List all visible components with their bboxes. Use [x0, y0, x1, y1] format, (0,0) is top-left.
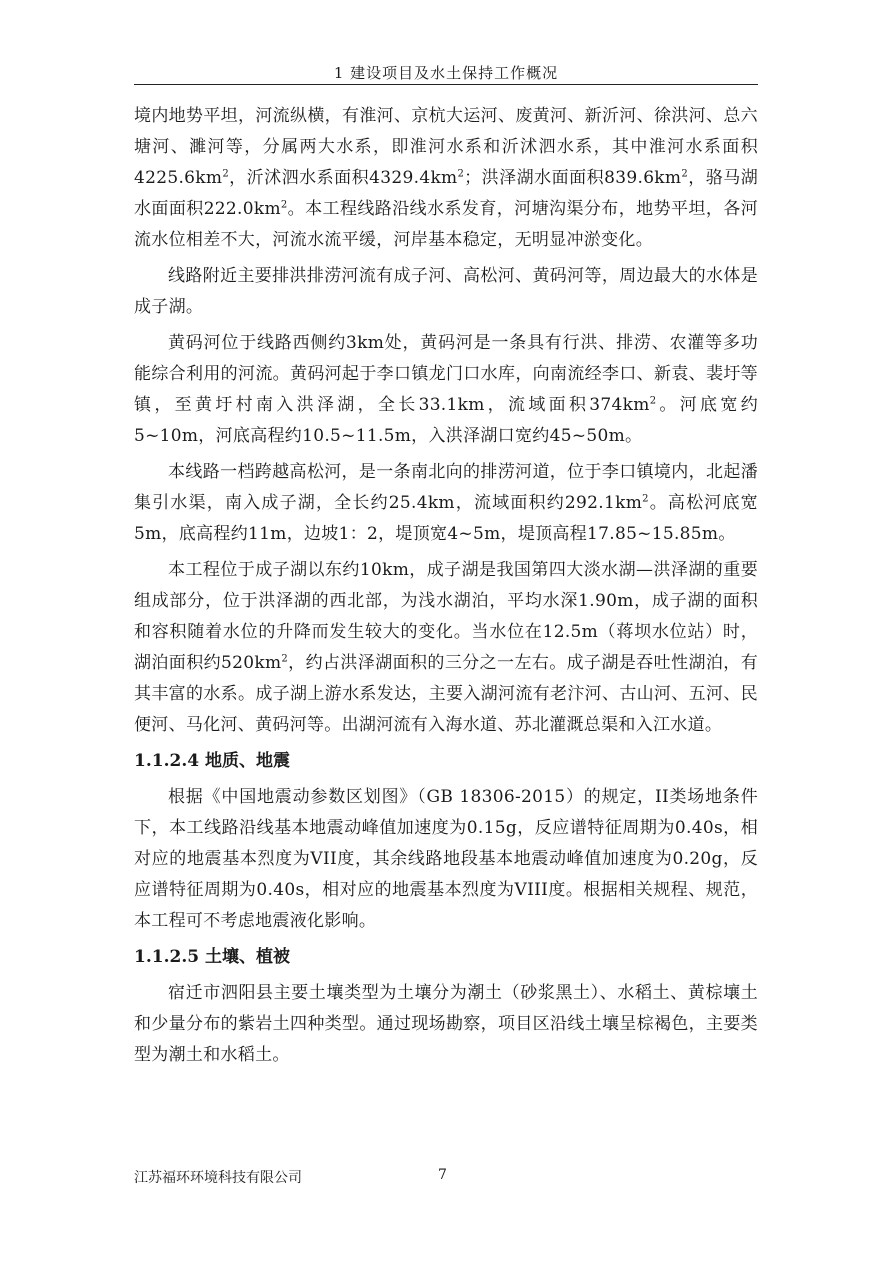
- document-body: [134, 101, 758, 1071]
- text-segment: 。高松河底宽5m，底高程约11m，边坡1：2，堤顶宽4~5m，堤顶高程17.85~15.85m。: [134, 493, 758, 544]
- paragraph-seismic: 根据《中国地震动参数区划图》（GB 18306-2015）的规定，II类场地条件下，本工线路沿线基本地震动峰值加速度为0.15g，反应谱特征周期为0.40s，相对应的地震基本烈度为VII度，其余线路地段基本地震动峰值加速度为0.20g，反应谱特征周期为0.40s，相对应的地震基本烈度为VIII度。根据相关规程、规范，本工程可不考虑地震液化影响。: [134, 787, 758, 931]
- paragraph-soil: 宿迁市泗阳县主要土壤类型为土壤分为潮土（砂浆黑土）、水稻土、黄棕壤土和少量分布的紫岩土四种类型。通过现场勘察，项目区沿线土壤呈棕褐色，主要类型为潮土和水稻土。: [134, 983, 758, 1065]
- paragraph-chengzi-lake: [134, 555, 758, 741]
- page-header: 1 建设项目及水土保持工作概况: [333, 64, 559, 82]
- superscript: 2: [681, 168, 688, 180]
- text-segment: ，约占洪泽湖面积的三分之一左右。成子湖是吞吐性湖泊，有其丰富的水系。成子湖上游水系发达，主要入湖河流有老汴河、古山河、五河、民便河、马化河、黄码河等。出湖河流有入海水道、苏北灌溉总渠和入江水道。: [134, 653, 758, 735]
- superscript: 2: [649, 395, 657, 407]
- superscript: 2: [280, 199, 288, 211]
- superscript: 2: [642, 493, 649, 505]
- superscript: 2: [281, 653, 289, 665]
- section-heading-soil: 1.1.2.5 土壤、植被: [134, 947, 290, 967]
- text-segment: ；洪泽湖水面面积839.6km: [464, 168, 682, 188]
- text-segment: ，骆马湖水面面积222.0km: [134, 168, 758, 219]
- text-segment: 本线路一档跨越高松河，是一条南北向的排涝河道，位于李口镇境内，北起潘集引水渠，南入成子湖，全长约25.4km，流域面积约292.1km: [134, 462, 758, 513]
- superscript: 2: [222, 168, 229, 180]
- paragraph-water-systems: [134, 101, 758, 256]
- superscript: 2: [457, 168, 465, 180]
- footer-company: 江苏福环环境科技有限公司: [134, 1170, 302, 1186]
- paragraph-huangma-river: [134, 328, 758, 452]
- text-segment: 本工程位于成子湖以东约10km，成子湖是我国第四大淡水湖—洪泽湖的重要组成部分，位于洪泽湖的西北部，为浅水湖泊，平均水深1.90m，成子湖的面积和容积随着水位的升降而发生较大的变化。当水位在12.5m（蒋坝水位站）时，湖泊面积约520km: [134, 560, 758, 673]
- text-segment: 。河底宽约5~10m，河底高程约10.5~11.5m，入洪泽湖口宽约45~50m。: [134, 395, 758, 446]
- text-segment: 。本工程线路沿线水系发育，河塘沟渠分布，地势平坦，各河流水位相差不大，河流水流平缓，河岸基本稳定，无明显冲淤变化。: [134, 199, 758, 250]
- text-segment: 境内地势平坦，河流纵横，有淮河、京杭大运河、废黄河、新沂河、徐洪河、总六塘河、濉河等，分属两大水系，即淮河水系和沂沭泗水系，其中淮河水系面积4225.6km: [134, 106, 758, 188]
- text-segment: ，沂沭泗水系面积4329.4km: [228, 168, 458, 188]
- header-divider: [134, 84, 758, 85]
- text-segment: 黄码河位于线路西侧约3km处，黄码河是一条具有行洪、排涝、农灌等多功能综合利用的河流。黄码河起于李口镇龙门口水库，向南流经李口、新袁、裴圩等镇，至黄圩村南入洪泽湖，全长33.1km，流域面积374km: [134, 333, 758, 415]
- section-heading-geology: 1.1.2.4 地质、地震: [134, 751, 290, 771]
- paragraph-gaosong-river: [134, 457, 758, 550]
- paragraph-drainage-rivers: 线路附近主要排洪排涝河流有成子河、高松河、黄码河等，周边最大的水体是成子湖。: [134, 266, 758, 317]
- page-number: 7: [438, 1167, 447, 1183]
